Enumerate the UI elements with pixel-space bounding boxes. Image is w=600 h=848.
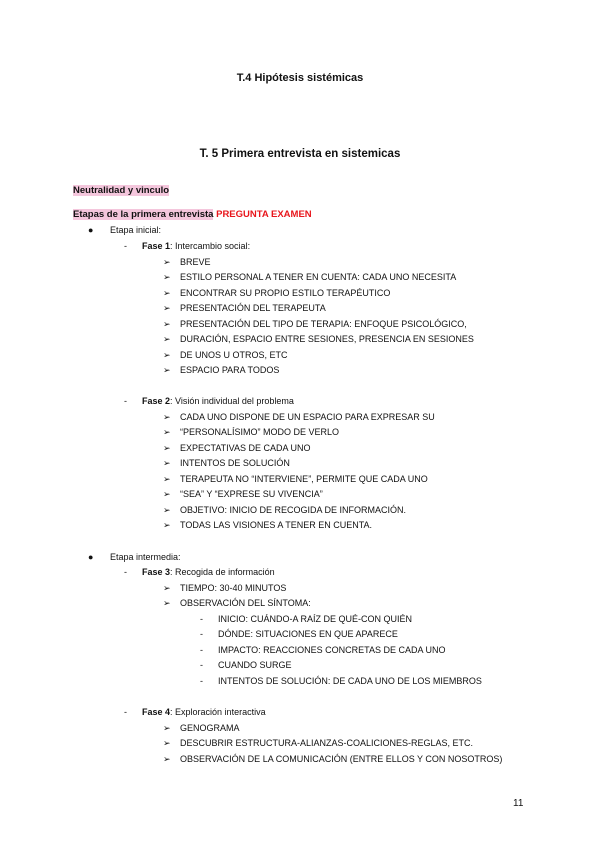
arrow-icon: ➢ [163, 458, 171, 468]
list-item: ➢ “SEA” Y “EXPRESE SU VIVENCIA” [163, 489, 323, 499]
list-item: ➢ ESTILO PERSONAL A TENER EN CUENTA: CADA UNO NECESITA [163, 272, 457, 282]
list-item: ➢ TIEMPO: 30-40 MINUTOS [163, 583, 287, 593]
arrow-icon: ➢ [163, 272, 171, 282]
bullet-icon: ● [88, 552, 94, 562]
list-item: - INTENTOS DE SOLUCIÓN: DE CADA UNO DE LOS MIEMBROS [200, 676, 482, 686]
list-item: ➢ TERAPEUTA NO “INTERVIENE”, PERMITE QUE CADA UNO [163, 474, 428, 484]
dash-icon: - [200, 629, 203, 639]
list-item: ➢ PRESENTACIÓN DEL TIPO DE TERAPIA: ENFOQUE PSICOLÓGICO, [163, 319, 467, 329]
highlighted-subheading: Neutralidad y vinculo [73, 185, 170, 196]
exam-note: PREGUNTA EXAMEN [216, 209, 312, 220]
dash-icon: - [200, 676, 203, 686]
dash-icon: - [124, 241, 127, 251]
arrow-icon: ➢ [163, 257, 171, 267]
list-item: - DÓNDE: SITUACIONES EN QUE APARECE [200, 629, 398, 639]
list-item: - INICIO: CUÁNDO-A RAÍZ DE QUÉ-CON QUIÉN [200, 614, 413, 624]
dash-icon: - [200, 660, 203, 670]
arrow-icon: ➢ [163, 365, 171, 375]
list-item: ➢ OBJETIVO: INICIO DE RECOGIDA DE INFORMACIÓN. [163, 505, 407, 515]
arrow-icon: ➢ [163, 288, 171, 298]
arrow-icon: ➢ [163, 738, 171, 748]
list-item: ➢ CADA UNO DISPONE DE UN ESPACIO PARA EXPRESAR SU [163, 412, 435, 422]
arrow-icon: ➢ [163, 303, 171, 313]
list-item: - IMPACTO: REACCIONES CONCRETAS DE CADA UNO [200, 645, 446, 655]
list-item: - CUANDO SURGE [200, 660, 292, 670]
list-item: ● Etapa intermedia: [88, 552, 181, 562]
arrow-icon: ➢ [163, 583, 171, 593]
arrow-icon: ➢ [163, 350, 171, 360]
section-title-t4: T.4 Hipótesis sistémicas [236, 72, 364, 84]
list-item: ➢ OBSERVACIÓN DE LA COMUNICACIÓN (ENTRE ELLOS Y CON NOSOTROS) [163, 754, 503, 764]
dash-icon: - [124, 567, 127, 577]
list-item: - Fase 3: Recogida de información [124, 567, 275, 577]
arrow-icon: ➢ [163, 319, 171, 329]
section-title-t5: T. 5 Primera entrevista en sistemicas [199, 148, 401, 160]
arrow-icon: ➢ [163, 598, 171, 608]
page-number: 11 [513, 798, 524, 809]
dash-icon: - [200, 645, 203, 655]
list-item: - Fase 4: Exploración interactiva [124, 707, 266, 717]
arrow-icon: ➢ [163, 427, 171, 437]
arrow-icon: ➢ [163, 520, 171, 530]
list-item: ➢ ENCONTRAR SU PROPIO ESTILO TERAPÉUTICO [163, 288, 391, 298]
list-item: ➢ DESCUBRIR ESTRUCTURA-ALIANZAS-COALICIONES-REGLAS, ETC. [163, 738, 474, 748]
list-item: ➢ “PERSONALÍSIMO” MODO DE VERLO [163, 427, 340, 437]
list-item: ● Etapa inicial: [88, 225, 162, 235]
list-item: ➢ DE UNOS U OTROS, ETC [163, 350, 288, 360]
dash-icon: - [124, 707, 127, 717]
list-item: ➢ BREVE [163, 257, 211, 267]
dash-icon: - [200, 614, 203, 624]
subheading-neutralidad [73, 180, 169, 198]
arrow-icon: ➢ [163, 443, 171, 453]
highlighted-subheading: Etapas de la primera entrevista [73, 209, 214, 220]
list-item: ➢ OBSERVACIÓN DEL SÍNTOMA: [163, 598, 311, 608]
arrow-icon: ➢ [163, 489, 171, 499]
arrow-icon: ➢ [163, 474, 171, 484]
list-item: ➢ DURACIÓN, ESPACIO ENTRE SESIONES, PRESENCIA EN SESIONES [163, 334, 474, 344]
subheading-etapas [73, 209, 312, 220]
list-item: ➢ INTENTOS DE SOLUCIÓN [163, 458, 290, 468]
list-item: ➢ PRESENTACIÓN DEL TERAPEUTA [163, 303, 326, 313]
arrow-icon: ➢ [163, 334, 171, 344]
arrow-icon: ➢ [163, 412, 171, 422]
dash-icon: - [124, 396, 127, 406]
list-item: - Fase 2: Visión individual del problema [124, 396, 294, 406]
list-item: ➢ ESPACIO PARA TODOS [163, 365, 280, 375]
list-item: ➢ EXPECTATIVAS DE CADA UNO [163, 443, 311, 453]
list-item: - Fase 1: Intercambio social: [124, 241, 251, 251]
arrow-icon: ➢ [163, 754, 171, 764]
arrow-icon: ➢ [163, 505, 171, 515]
bullet-icon: ● [88, 225, 94, 235]
list-item: ➢ GENOGRAMA [163, 723, 240, 733]
list-item: ➢ TODAS LAS VISIONES A TENER EN CUENTA. [163, 520, 373, 530]
arrow-icon: ➢ [163, 723, 171, 733]
